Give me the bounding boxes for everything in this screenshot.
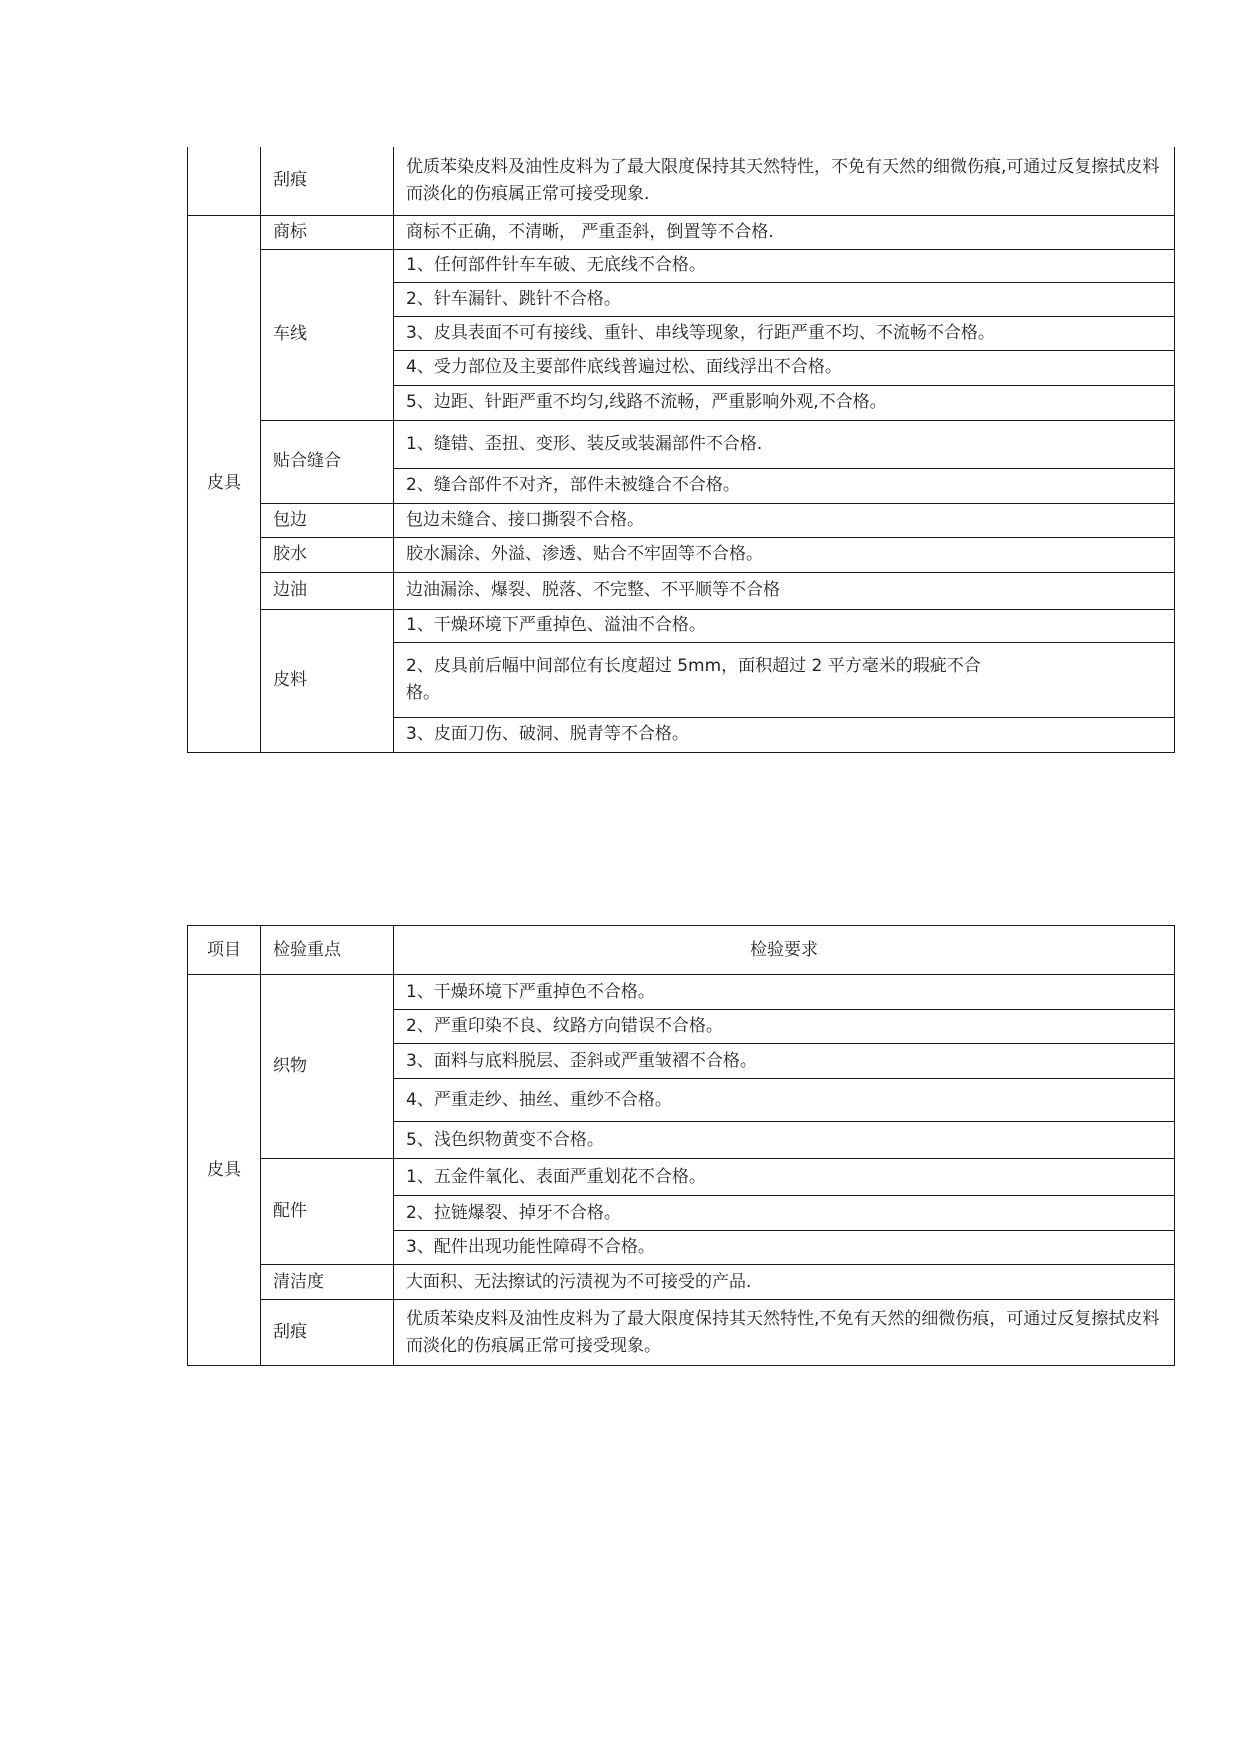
requirement-cell: 5、浅色织物黄变不合格。 [394, 1122, 1175, 1159]
requirement-cell: 包边未缝合、接口撕裂不合格。 [394, 503, 1175, 537]
requirement-cell: 2、拉链爆裂、掉牙不合格。 [394, 1196, 1175, 1231]
point-cell: 包边 [261, 503, 394, 537]
table-header-row [188, 926, 1175, 975]
point-cell: 刮痕 [261, 147, 394, 215]
requirement-cell: 优质苯染皮料及油性皮料为了最大限度保持其天然特性，不免有天然的细微伤痕,可通过反复擦拭皮料而淡化的伤痕属正常可接受现象. [394, 147, 1175, 215]
point-cell: 刮痕 [261, 1300, 394, 1366]
requirement-cell: 3、配件出现功能性障碍不合格。 [394, 1231, 1175, 1265]
requirement-cell: 3、皮具表面不可有接线、重针、串线等现象，行距严重不均、不流畅不合格。 [394, 316, 1175, 350]
header-item: 项目 [188, 926, 261, 975]
inspection-table [187, 925, 1175, 1366]
requirement-cell: 2、皮具前后幅中间部位有长度超过 5mm，面积超过 2 平方毫米的瑕疵不合格。 [394, 642, 1175, 717]
requirement-cell: 3、面料与底料脱层、歪斜或严重皱褶不合格。 [394, 1044, 1175, 1079]
table-row [188, 609, 1175, 642]
requirement-cell: 1、任何部件针车车破、无底线不合格。 [394, 249, 1175, 282]
requirement-cell: 优质苯染皮料及油性皮料为了最大限度保持其天然特性,不免有天然的细微伤痕，可通过反复擦拭皮料而淡化的伤痕属正常可接受现象。 [394, 1300, 1175, 1366]
requirement-cell: 2、缝合部件不对齐，部件未被缝合不合格。 [394, 468, 1175, 503]
table-row [188, 420, 1175, 468]
requirement-cell: 1、五金件氧化、表面严重划花不合格。 [394, 1159, 1175, 1196]
point-cell: 商标 [261, 215, 394, 249]
inspection-table-continued [187, 147, 1175, 753]
item-cell: 皮具 [188, 215, 261, 752]
requirement-cell: 2、严重印染不良、纹路方向错误不合格。 [394, 1010, 1175, 1044]
header-requirement: 检验要求 [394, 926, 1175, 975]
requirement-cell: 2、针车漏针、跳针不合格。 [394, 282, 1175, 316]
requirement-cell: 1、缝错、歪扭、变形、装反或装漏部件不合格. [394, 420, 1175, 468]
item-cell: 皮具 [188, 975, 261, 1366]
point-cell: 织物 [261, 975, 394, 1159]
point-cell: 清洁度 [261, 1265, 394, 1300]
requirement-cell: 4、严重走纱、抽丝、重纱不合格。 [394, 1079, 1175, 1122]
requirement-cell: 胶水漏涂、外溢、渗透、贴合不牢固等不合格。 [394, 537, 1175, 572]
requirement-cell: 5、边距、针距严重不均匀,线路不流畅，严重影响外观,不合格。 [394, 385, 1175, 420]
table-row [188, 1159, 1175, 1196]
requirement-cell: 商标不正确，不清晰， 严重歪斜，倒置等不合格. [394, 215, 1175, 249]
table-row [188, 1265, 1175, 1300]
requirement-cell: 3、皮面刀伤、破洞、脱青等不合格。 [394, 717, 1175, 752]
item-cell-empty [188, 147, 261, 215]
requirement-cell: 4、受力部位及主要部件底线普遍过松、面线浮出不合格。 [394, 350, 1175, 385]
table-row [188, 503, 1175, 537]
table-row [188, 572, 1175, 609]
requirement-cell: 1、干燥环境下严重掉色不合格。 [394, 975, 1175, 1010]
requirement-cell: 1、干燥环境下严重掉色、溢油不合格。 [394, 609, 1175, 642]
table-row [188, 975, 1175, 1010]
header-point: 检验重点 [261, 926, 394, 975]
table-row [188, 537, 1175, 572]
requirement-cell: 大面积、无法擦试的污渍视为不可接受的产品. [394, 1265, 1175, 1300]
point-cell: 胶水 [261, 537, 394, 572]
table-row [188, 1300, 1175, 1366]
table-row [188, 215, 1175, 249]
point-cell: 边油 [261, 572, 394, 609]
requirement-cell: 边油漏涂、爆裂、脱落、不完整、不平顺等不合格 [394, 572, 1175, 609]
table-row [188, 147, 1175, 215]
table-row [188, 249, 1175, 282]
point-cell: 贴合缝合 [261, 420, 394, 503]
point-cell: 配件 [261, 1159, 394, 1265]
point-cell: 皮料 [261, 609, 394, 752]
point-cell: 车线 [261, 249, 394, 420]
